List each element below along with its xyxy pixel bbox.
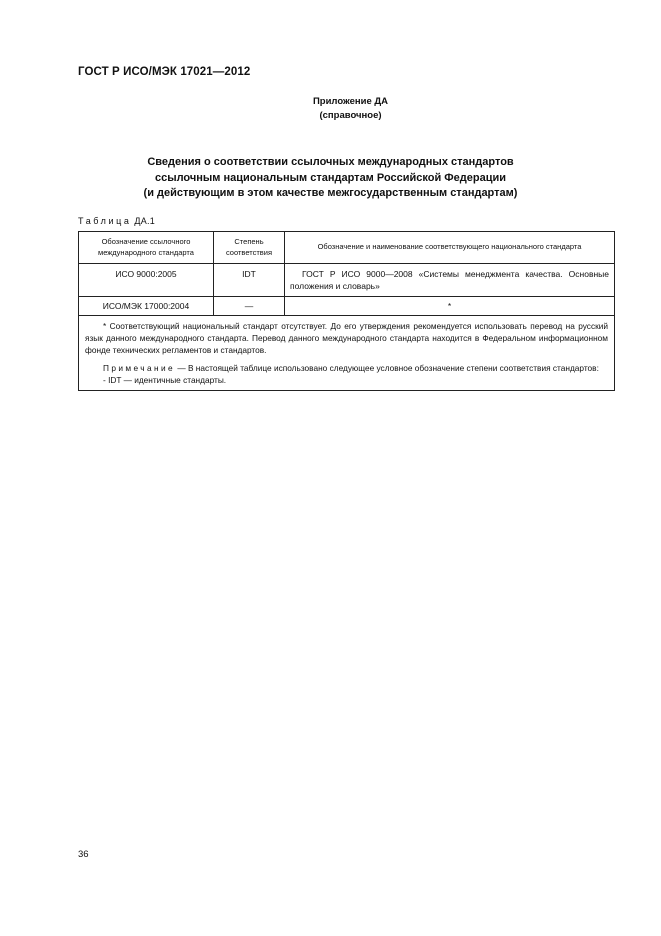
heading-line-2: ссылочным национальным стандартам Российской Федерации: [154, 171, 507, 184]
heading-line-1: Сведения о соответствии ссылочных международных стандартов: [147, 156, 514, 168]
table-caption-word: Таблица: [78, 216, 132, 226]
cell-degree: IDT: [214, 264, 285, 297]
table-caption-id: ДА.1: [134, 216, 156, 226]
header-national-standard: Обозначение и наименование соответствующего национального стандарта: [285, 232, 615, 264]
note-list-item: - IDT — идентичные стандарты.: [103, 375, 227, 385]
table-notes: [79, 316, 615, 391]
annex-title: Приложение ДА: [312, 96, 389, 107]
header-international-designation: Обозначение ссылочного международного стандарта: [79, 232, 214, 264]
cell-designation: ИСО 9000:2005: [79, 264, 214, 297]
footnote: * Соответствующий национальный стандарт отсутствует. До его утверждения рекомендуется использовать перевод на русский язык данного международного стандарта. Перевод данного международного стандарта находится в Федеральном информационном фонде технических регламентов и стандартов.: [85, 321, 608, 355]
standards-correspondence-table: [78, 231, 615, 391]
table-footer-row: [79, 316, 615, 391]
page-number: 36: [78, 849, 89, 860]
annex-type: (справочное): [319, 110, 382, 121]
note-text: — В настоящей таблице использовано следующее условное обозначение степени соответствия стандартов:: [175, 363, 599, 373]
cell-degree: —: [214, 297, 285, 316]
table-header-row: [79, 232, 615, 264]
table-row: [79, 264, 615, 297]
header-degree: Степень соответствия: [214, 232, 285, 264]
heading-line-3: (и действующим в этом качестве межгосударственным стандартам): [143, 187, 518, 199]
note-label: Примечание: [103, 363, 176, 373]
cell-national-standard: *: [285, 297, 615, 316]
document-code: ГОСТ Р ИСО/МЭК 17021—2012: [78, 66, 251, 78]
cell-national-standard: ГОСТ Р ИСО 9000—2008 «Системы менеджмента качества. Основные положения и словарь»: [285, 264, 615, 297]
table-caption: [78, 216, 155, 226]
cell-designation: ИСО/МЭК 17000:2004: [79, 297, 214, 316]
table-note: [85, 362, 608, 374]
table-row: [79, 297, 615, 316]
annex-heading: [0, 155, 661, 202]
